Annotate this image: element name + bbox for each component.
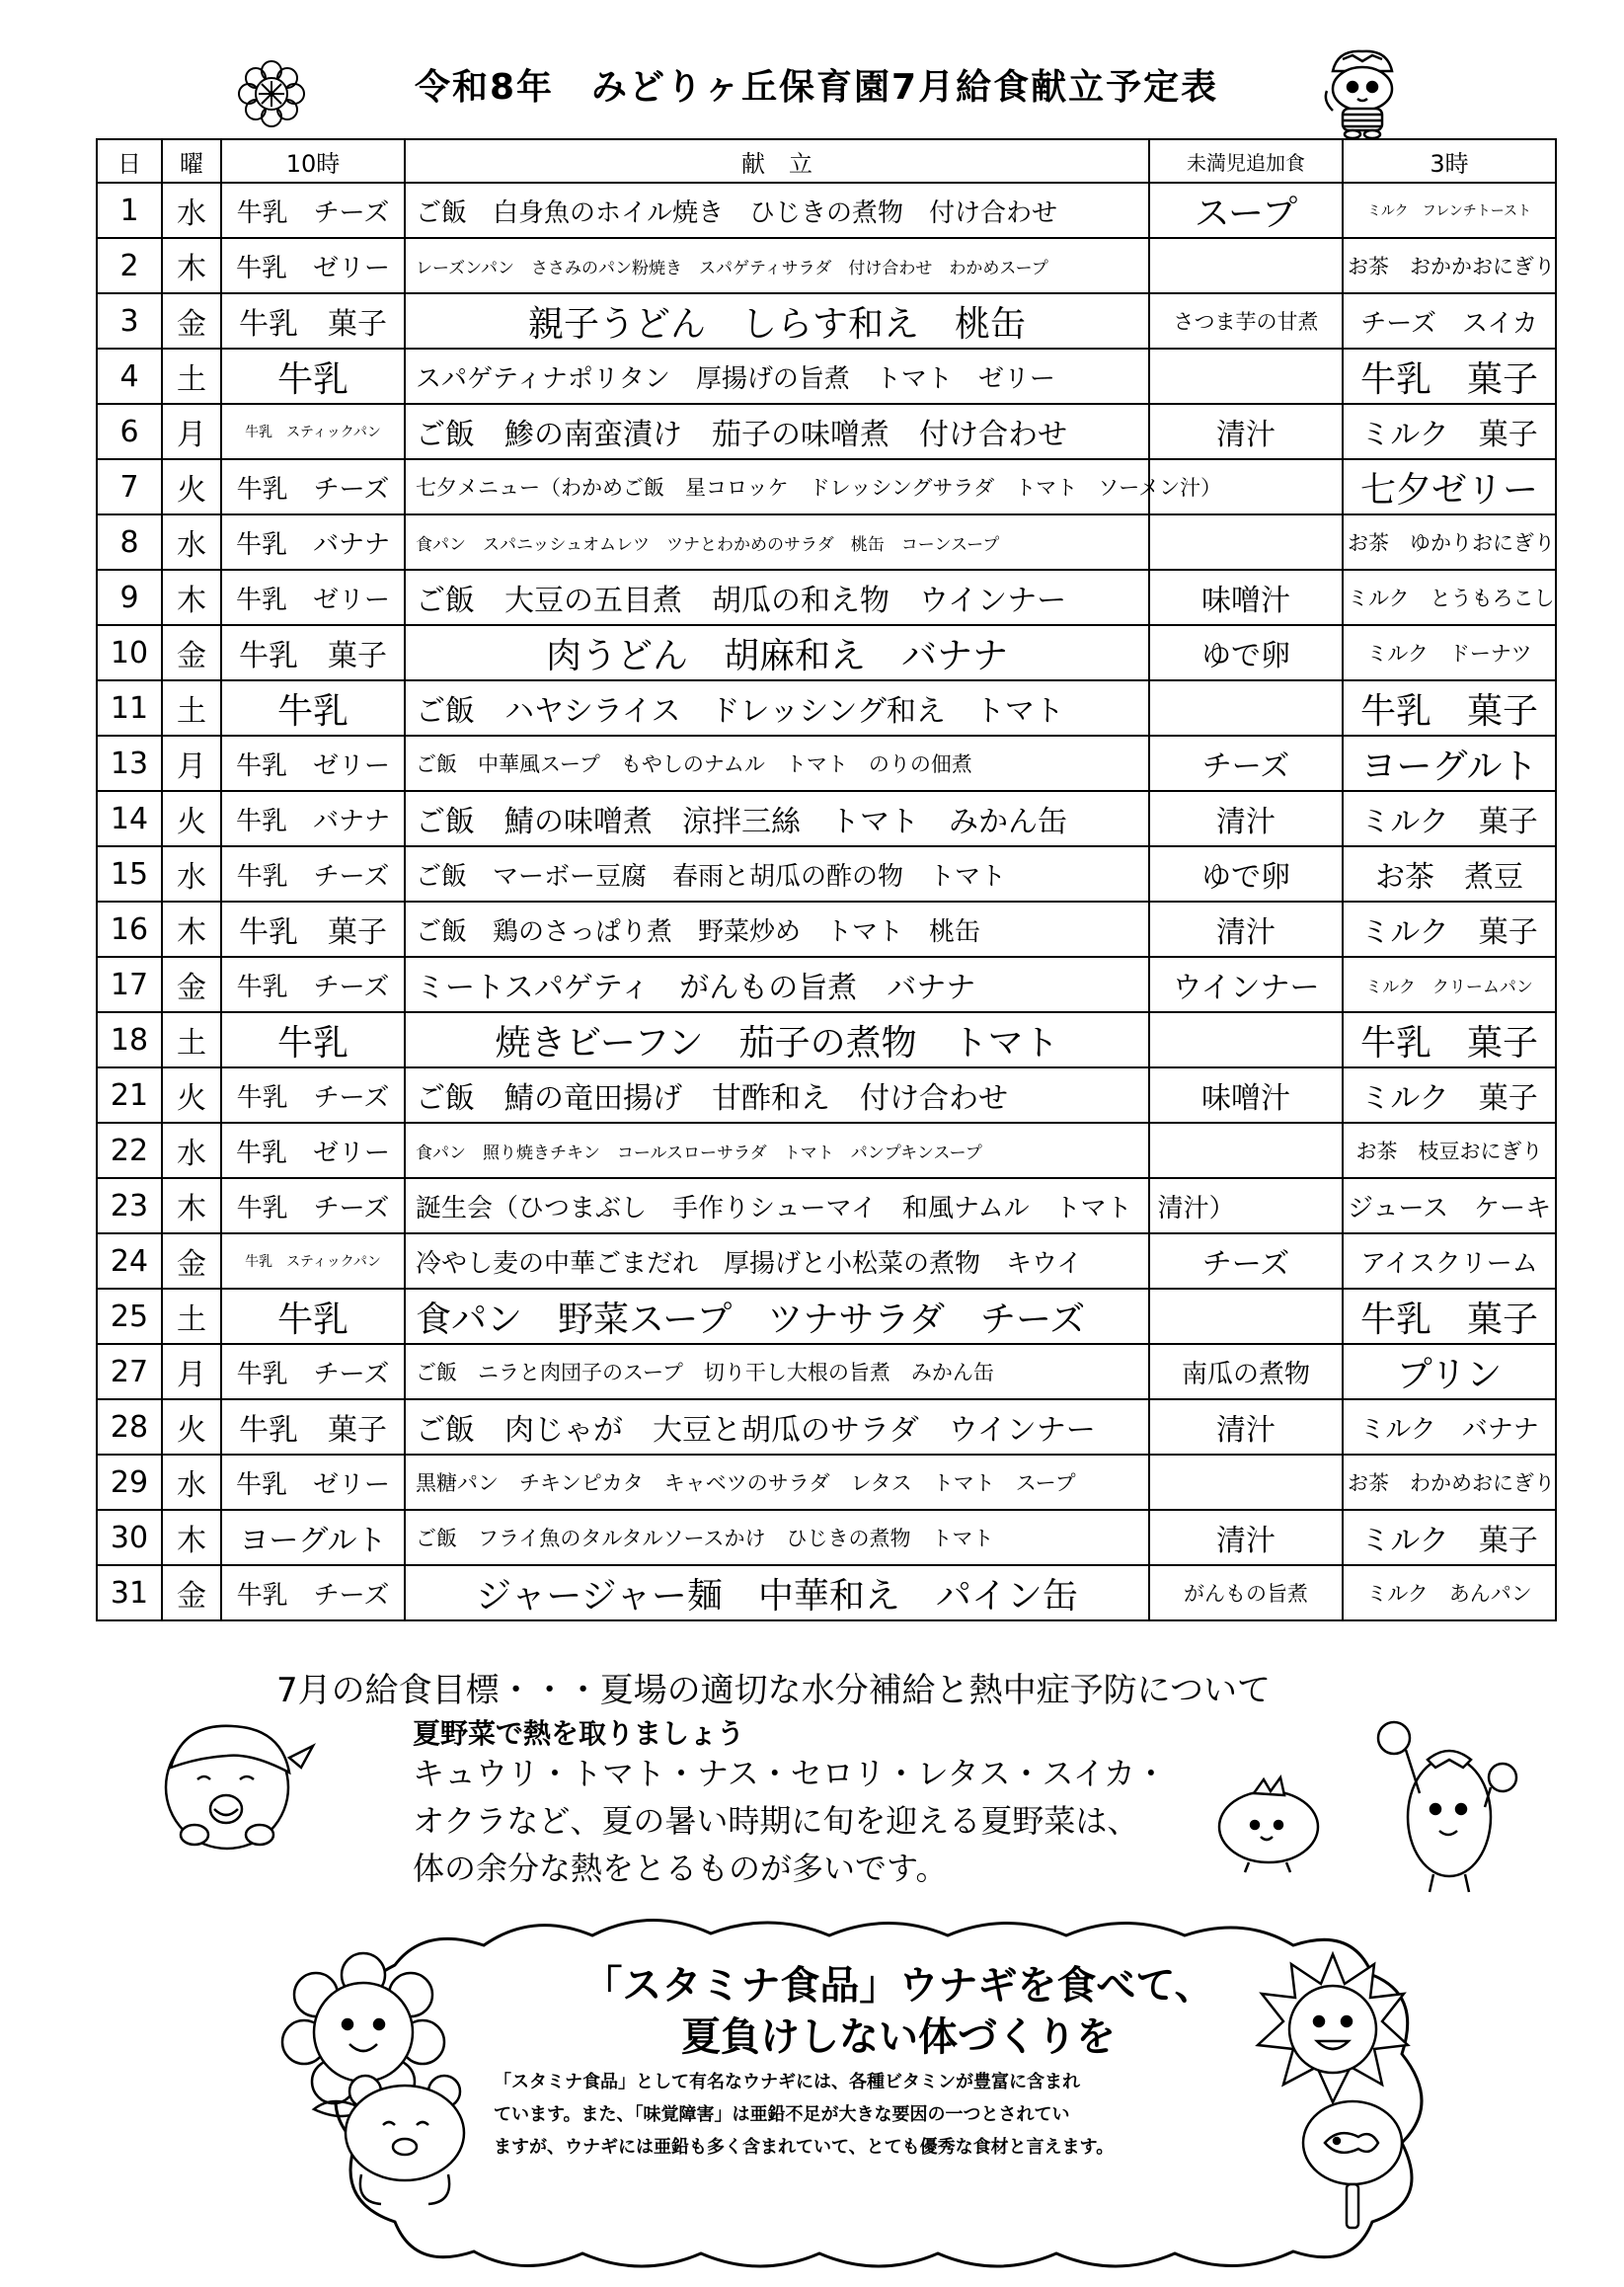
afternoon-snack-cell: 牛乳 菓子 <box>1343 1289 1556 1344</box>
morning-snack-cell: 牛乳 チーズ <box>221 459 405 514</box>
menu-cell: ジャージャー麺 中華和え パイン缶 <box>405 1565 1149 1620</box>
summer-heading: 夏野菜で熱を取りましょう <box>413 1717 745 1750</box>
day-cell: 28 <box>97 1399 162 1455</box>
monthly-goal: 7月の給食目標・・・夏場の適切な水分補給と熱中症予防について <box>276 1671 1271 1710</box>
table-row <box>97 1123 1556 1178</box>
toddler-extra-cell <box>1149 238 1343 293</box>
afternoon-snack-cell: ミルク 菓子 <box>1343 791 1556 846</box>
day-cell: 25 <box>97 1289 162 1344</box>
table-header-row <box>97 139 1556 183</box>
table-row <box>97 1012 1556 1067</box>
morning-snack-cell: 牛乳 <box>221 349 405 404</box>
day-cell: 21 <box>97 1067 162 1123</box>
menu-cell: レーズンパン ささみのパン粉焼き スパゲティサラダ 付け合わせ わかめスープ <box>405 238 1149 293</box>
toddler-extra-cell: 清汁 <box>1149 404 1343 459</box>
table-row <box>97 1178 1556 1233</box>
weekday-cell: 月 <box>162 736 221 791</box>
table-row <box>97 902 1556 957</box>
column-header-3pm: 3時 <box>1343 139 1556 183</box>
afternoon-snack-cell: お茶 ゆかりおにぎり <box>1343 514 1556 570</box>
toddler-extra-cell <box>1149 1012 1343 1067</box>
table-row <box>97 349 1556 404</box>
weekday-cell: 木 <box>162 238 221 293</box>
day-cell: 31 <box>97 1565 162 1620</box>
morning-snack-cell: 牛乳 スティックパン <box>221 404 405 459</box>
summer-line: オクラなど、夏の暑い時期に旬を迎える夏野菜は、 <box>413 1802 1139 1840</box>
table-row <box>97 736 1556 791</box>
toddler-extra-cell <box>1149 680 1343 736</box>
day-cell: 18 <box>97 1012 162 1067</box>
weekday-cell: 土 <box>162 1289 221 1344</box>
table-row <box>97 1289 1556 1344</box>
day-cell: 15 <box>97 846 162 902</box>
day-cell: 24 <box>97 1233 162 1289</box>
weekday-cell: 火 <box>162 1399 221 1455</box>
toddler-extra-cell <box>1149 1455 1343 1510</box>
weekday-cell: 水 <box>162 514 221 570</box>
weekday-cell: 金 <box>162 625 221 680</box>
weekday-cell: 木 <box>162 1510 221 1565</box>
weekday-cell: 木 <box>162 1178 221 1233</box>
morning-snack-cell: 牛乳 スティックパン <box>221 1233 405 1289</box>
afternoon-snack-cell: ジュース ケーキ <box>1343 1178 1556 1233</box>
afternoon-snack-cell: チーズ スイカ <box>1343 293 1556 349</box>
weekday-cell: 火 <box>162 459 221 514</box>
morning-snack-cell: 牛乳 菓子 <box>221 902 405 957</box>
menu-cell: ご飯 ハヤシライス ドレッシング和え トマト <box>405 680 1149 736</box>
toddler-extra-cell <box>1149 1289 1343 1344</box>
weekday-cell: 金 <box>162 293 221 349</box>
table-row <box>97 404 1556 459</box>
morning-snack-cell: 牛乳 <box>221 1012 405 1067</box>
column-header-day: 日 <box>97 139 162 183</box>
day-cell: 10 <box>97 625 162 680</box>
column-header-menu: 献 立 <box>405 139 1149 183</box>
morning-snack-cell: 牛乳 チーズ <box>221 1565 405 1620</box>
table-row <box>97 1565 1556 1620</box>
fan-uchiwa-illustration-icon <box>1293 2093 1412 2232</box>
menu-cell: 食パン 照り焼きチキン コールスローサラダ トマト パンプキンスープ <box>405 1123 1149 1178</box>
stamina-line: ています。また、「味覚障害」は亜鉛不足が大きな要因の一つとされてい <box>494 2104 1070 2125</box>
morning-snack-cell: 牛乳 菓子 <box>221 1399 405 1455</box>
afternoon-snack-cell: ミルク とうもろこし <box>1343 570 1556 625</box>
morning-snack-cell: 牛乳 チーズ <box>221 957 405 1012</box>
weekday-cell: 木 <box>162 902 221 957</box>
afternoon-snack-cell: アイスクリーム <box>1343 1233 1556 1289</box>
child-drinking-illustration-icon <box>143 1698 321 1876</box>
afternoon-snack-cell: お茶 枝豆おにぎり <box>1343 1123 1556 1178</box>
afternoon-snack-cell: ミルク フレンチトースト <box>1343 183 1556 238</box>
tomato-character-illustration-icon <box>1209 1768 1328 1876</box>
weekday-cell: 水 <box>162 183 221 238</box>
menu-cell: ご飯 中華風スープ もやしのナムル トマト のりの佃煮 <box>405 736 1149 791</box>
toddler-extra-cell: さつま芋の甘煮 <box>1149 293 1343 349</box>
weekday-cell: 火 <box>162 791 221 846</box>
menu-cell: 肉うどん 胡麻和え バナナ <box>405 625 1149 680</box>
summer-line: キュウリ・トマト・ナス・セロリ・レタス・スイカ・ <box>413 1755 1167 1792</box>
afternoon-snack-cell: ミルク 菓子 <box>1343 1067 1556 1123</box>
menu-cell: ご飯 大豆の五目煮 胡瓜の和え物 ウインナー <box>405 570 1149 625</box>
afternoon-snack-cell: お茶 煮豆 <box>1343 846 1556 902</box>
table-row <box>97 1399 1556 1455</box>
table-row <box>97 1510 1556 1565</box>
stamina-title <box>523 1960 1274 2063</box>
afternoon-snack-cell: ミルク バナナ <box>1343 1399 1556 1455</box>
toddler-extra-cell <box>1149 349 1343 404</box>
morning-snack-cell: 牛乳 チーズ <box>221 1067 405 1123</box>
toddler-extra-cell: ゆで卵 <box>1149 625 1343 680</box>
stamina-line: 「スタミナ食品」として有名なウナギには、各種ビタミンが豊富に含まれ <box>494 2072 1080 2092</box>
sunflower-logo-icon <box>235 57 308 130</box>
afternoon-snack-cell: お茶 わかめおにぎり <box>1343 1455 1556 1510</box>
toddler-extra-cell: 清汁 <box>1149 902 1343 957</box>
toddler-extra-cell: ゆで卵 <box>1149 846 1343 902</box>
menu-cell: ご飯 鯖の味噌煮 涼拌三絲 トマト みかん缶 <box>405 791 1149 846</box>
morning-snack-cell: 牛乳 ゼリー <box>221 1123 405 1178</box>
afternoon-snack-cell: 七夕ゼリー <box>1343 459 1556 514</box>
weekday-cell: 水 <box>162 1455 221 1510</box>
menu-cell: ご飯 鯖の竜田揚げ 甘酢和え 付け合わせ <box>405 1067 1149 1123</box>
afternoon-snack-cell: ミルク 菓子 <box>1343 404 1556 459</box>
column-header-toddler-extra: 未満児追加食 <box>1149 139 1343 183</box>
page-title: 令和8年 みどりヶ丘保育園7月給食献立予定表 <box>415 67 1219 108</box>
table-row <box>97 183 1556 238</box>
menu-cell: 黒糖パン チキンピカタ キャベツのサラダ レタス トマト スープ <box>405 1455 1149 1510</box>
table-row <box>97 459 1556 514</box>
menu-cell: 焼きビーフン 茄子の煮物 トマト <box>405 1012 1149 1067</box>
afternoon-snack-cell: 牛乳 菓子 <box>1343 1012 1556 1067</box>
menu-cell: ご飯 マーボー豆腐 春雨と胡瓜の酢の物 トマト <box>405 846 1149 902</box>
day-cell: 11 <box>97 680 162 736</box>
stamina-title-line2: 夏負けしない体づくりを <box>681 2014 1116 2060</box>
menu-cell: ご飯 鯵の南蛮漬け 茄子の味噌煮 付け合わせ <box>405 404 1149 459</box>
table-row <box>97 625 1556 680</box>
table-row <box>97 957 1556 1012</box>
stamina-body <box>494 2066 1303 2164</box>
table-row <box>97 1067 1556 1123</box>
menu-cell: 食パン 野菜スープ ツナサラダ チーズ <box>405 1289 1149 1344</box>
menu-cell: スパゲティナポリタン 厚揚げの旨煮 トマト ゼリー <box>405 349 1149 404</box>
menu-cell: 食パン スパニッシュオムレツ ツナとわかめのサラダ 桃缶 コーンスープ <box>405 514 1149 570</box>
day-cell: 2 <box>97 238 162 293</box>
weekday-cell: 金 <box>162 1565 221 1620</box>
table-row <box>97 680 1556 736</box>
toddler-extra-cell: チーズ <box>1149 1233 1343 1289</box>
cat-chef-mascot-icon <box>1313 41 1412 140</box>
toddler-extra-cell: スープ <box>1149 183 1343 238</box>
afternoon-snack-cell: ミルク ドーナツ <box>1343 625 1556 680</box>
table-row <box>97 238 1556 293</box>
toddler-extra-cell: チーズ <box>1149 736 1343 791</box>
table-row <box>97 846 1556 902</box>
toddler-extra-cell: 清汁 <box>1149 1510 1343 1565</box>
menu-cell: 誕生会（ひつまぶし 手作りシューマイ 和風ナムル トマト 清汁） <box>405 1178 1149 1233</box>
column-header-10am: 10時 <box>221 139 405 183</box>
day-cell: 29 <box>97 1455 162 1510</box>
menu-cell: ご飯 フライ魚のタルタルソースかけ ひじきの煮物 トマト <box>405 1510 1149 1565</box>
menu-table <box>96 138 1557 1621</box>
toddler-extra-cell <box>1149 1123 1343 1178</box>
day-cell: 6 <box>97 404 162 459</box>
day-cell: 9 <box>97 570 162 625</box>
table-row <box>97 514 1556 570</box>
day-cell: 16 <box>97 902 162 957</box>
afternoon-snack-cell: ミルク 菓子 <box>1343 902 1556 957</box>
morning-snack-cell: 牛乳 ゼリー <box>221 238 405 293</box>
day-cell: 23 <box>97 1178 162 1233</box>
toddler-extra-cell: 味噌汁 <box>1149 570 1343 625</box>
morning-snack-cell: 牛乳 <box>221 680 405 736</box>
table-row <box>97 1455 1556 1510</box>
day-cell: 7 <box>97 459 162 514</box>
day-cell: 13 <box>97 736 162 791</box>
weekday-cell: 月 <box>162 1344 221 1399</box>
day-cell: 3 <box>97 293 162 349</box>
morning-snack-cell: 牛乳 チーズ <box>221 1344 405 1399</box>
afternoon-snack-cell: ミルク 菓子 <box>1343 1510 1556 1565</box>
weekday-cell: 金 <box>162 1233 221 1289</box>
weekday-cell: 水 <box>162 1123 221 1178</box>
toddler-extra-cell <box>1149 514 1343 570</box>
table-row <box>97 791 1556 846</box>
menu-cell: 七夕メニュー（わかめご飯 星コロッケ ドレッシングサラダ トマト ソーメン汁） <box>405 459 1149 514</box>
morning-snack-cell: 牛乳 ゼリー <box>221 736 405 791</box>
morning-snack-cell: 牛乳 チーズ <box>221 1178 405 1233</box>
weekday-cell: 土 <box>162 349 221 404</box>
summer-text <box>413 1750 1167 1892</box>
toddler-extra-cell: ウインナー <box>1149 957 1343 1012</box>
afternoon-snack-cell: ミルク クリームパン <box>1343 957 1556 1012</box>
weekday-cell: 木 <box>162 570 221 625</box>
day-cell: 8 <box>97 514 162 570</box>
stamina-line: ますが、ウナギには亜鉛も多く含まれていて、とても優秀な食材と言えます。 <box>494 2137 1115 2158</box>
table-row <box>97 1233 1556 1289</box>
weekday-cell: 月 <box>162 404 221 459</box>
column-header-weekday: 曜 <box>162 139 221 183</box>
morning-snack-cell: 牛乳 チーズ <box>221 846 405 902</box>
morning-snack-cell: 牛乳 菓子 <box>221 293 405 349</box>
menu-cell: ご飯 鶏のさっぱり煮 野菜炒め トマト 桃缶 <box>405 902 1149 957</box>
weekday-cell: 金 <box>162 957 221 1012</box>
morning-snack-cell: 牛乳 菓子 <box>221 625 405 680</box>
afternoon-snack-cell: ミルク あんパン <box>1343 1565 1556 1620</box>
bear-character-illustration-icon <box>326 2064 494 2212</box>
table-row <box>97 570 1556 625</box>
afternoon-snack-cell: 牛乳 菓子 <box>1343 680 1556 736</box>
summer-line: 体の余分な熱をとるものが多いです。 <box>413 1850 948 1887</box>
menu-cell: 冷やし麦の中華ごまだれ 厚揚げと小松菜の煮物 キウイ <box>405 1233 1149 1289</box>
day-cell: 1 <box>97 183 162 238</box>
day-cell: 27 <box>97 1344 162 1399</box>
day-cell: 22 <box>97 1123 162 1178</box>
weekday-cell: 水 <box>162 846 221 902</box>
day-cell: 14 <box>97 791 162 846</box>
menu-cell: ご飯 ニラと肉団子のスープ 切り干し大根の旨煮 みかん缶 <box>405 1344 1149 1399</box>
day-cell: 4 <box>97 349 162 404</box>
menu-cell: ミートスパゲティ がんもの旨煮 バナナ <box>405 957 1149 1012</box>
sun-character-illustration-icon <box>1254 1950 1412 2108</box>
morning-snack-cell: 牛乳 ゼリー <box>221 570 405 625</box>
morning-snack-cell: 牛乳 バナナ <box>221 791 405 846</box>
weekday-cell: 土 <box>162 680 221 736</box>
toddler-extra-cell: 清汁 <box>1149 791 1343 846</box>
morning-snack-cell: 牛乳 チーズ <box>221 183 405 238</box>
afternoon-snack-cell: ヨーグルト <box>1343 736 1556 791</box>
weekday-cell: 火 <box>162 1067 221 1123</box>
afternoon-snack-cell: プリン <box>1343 1344 1556 1399</box>
menu-cell: ご飯 白身魚のホイル焼き ひじきの煮物 付け合わせ <box>405 183 1149 238</box>
toddler-extra-cell: がんもの旨煮 <box>1149 1565 1343 1620</box>
afternoon-snack-cell: お茶 おかかおにぎり <box>1343 238 1556 293</box>
menu-cell: ご飯 肉じゃが 大豆と胡瓜のサラダ ウインナー <box>405 1399 1149 1455</box>
eggplant-character-illustration-icon <box>1372 1698 1520 1896</box>
table-row <box>97 293 1556 349</box>
day-cell: 17 <box>97 957 162 1012</box>
stamina-title-line1: 「スタミナ食品」ウナギを食べて、 <box>582 1963 1214 2009</box>
morning-snack-cell: ヨーグルト <box>221 1510 405 1565</box>
menu-cell: 親子うどん しらす和え 桃缶 <box>405 293 1149 349</box>
toddler-extra-cell: 清汁 <box>1149 1399 1343 1455</box>
toddler-extra-cell: 味噌汁 <box>1149 1067 1343 1123</box>
table-row <box>97 1344 1556 1399</box>
morning-snack-cell: 牛乳 <box>221 1289 405 1344</box>
weekday-cell: 土 <box>162 1012 221 1067</box>
morning-snack-cell: 牛乳 ゼリー <box>221 1455 405 1510</box>
day-cell: 30 <box>97 1510 162 1565</box>
toddler-extra-cell: 南瓜の煮物 <box>1149 1344 1343 1399</box>
afternoon-snack-cell: 牛乳 菓子 <box>1343 349 1556 404</box>
morning-snack-cell: 牛乳 バナナ <box>221 514 405 570</box>
